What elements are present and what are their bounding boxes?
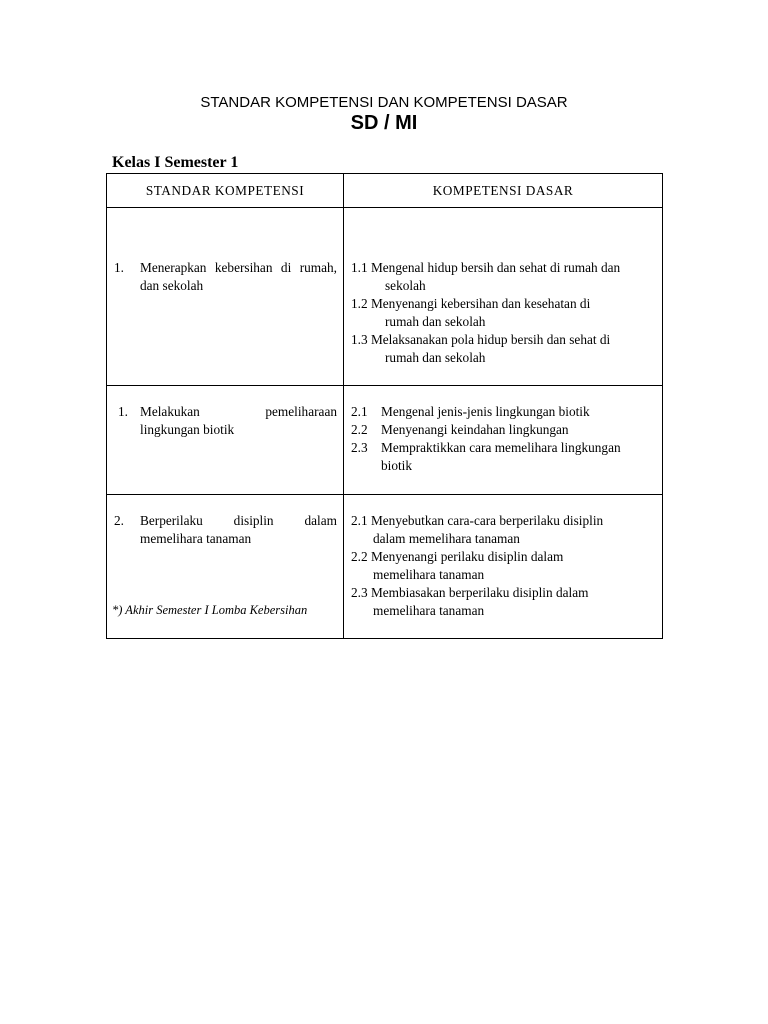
document-title: STANDAR KOMPETENSI DAN KOMPETENSI DASAR xyxy=(200,94,568,111)
standar-text: Melakukan pemeliharaan lingkungan biotik xyxy=(140,404,337,437)
standar-number: 1. xyxy=(118,404,128,419)
table-row xyxy=(107,386,663,495)
column-header-kompetensi: KOMPETENSI DASAR xyxy=(344,174,663,208)
kompetensi-cell xyxy=(344,386,663,495)
kompetensi-item: 1.3 Melaksanakan pola hidup bersih dan sehat di rumah dan sekolah xyxy=(351,332,611,365)
standar-cell xyxy=(107,386,344,495)
footnote: *) Akhir Semester I Lomba Kebersihan xyxy=(112,603,308,617)
standar-cell xyxy=(107,208,344,386)
standar-text: Berperilaku disiplin dalam memelihara tanaman xyxy=(140,513,337,546)
section-heading: Kelas I Semester 1 xyxy=(112,154,239,171)
table-row xyxy=(107,208,663,386)
kompetensi-item: 1.1 Mengenal hidup bersih dan sehat di rumah dan sekolah xyxy=(351,260,621,293)
kompetensi-item: 2.3 Mempraktikkan cara memelihara lingkungan biotik xyxy=(351,440,621,473)
kompetensi-item: 1.2 Menyenangi kebersihan dan kesehatan di rumah dan sekolah xyxy=(351,296,591,329)
kompetensi-item: 2.2 Menyenangi perilaku disiplin dalam memelihara tanaman xyxy=(351,549,564,582)
standar-number: 2. xyxy=(114,513,124,528)
kompetensi-cell xyxy=(344,495,663,639)
kompetensi-item: 2.3 Membiasakan berperilaku disiplin dalam memelihara tanaman xyxy=(351,585,589,618)
standar-number: 1. xyxy=(114,260,124,275)
document-subtitle: SD / MI xyxy=(350,112,418,134)
kompetensi-item: 2.2 Menyenangi keindahan lingkungan xyxy=(351,422,569,437)
competency-table xyxy=(106,173,663,639)
standar-text: Menerapkan kebersihan di rumah, dan sekolah xyxy=(140,260,337,293)
table-header-row xyxy=(107,174,663,208)
kompetensi-cell xyxy=(344,208,663,386)
column-header-standar: STANDAR KOMPETENSI xyxy=(107,174,344,208)
kompetensi-item: 2.1 Mengenal jenis-jenis lingkungan biotik xyxy=(351,404,590,419)
kompetensi-item: 2.1 Menyebutkan cara-cara berperilaku disiplin dalam memelihara tanaman xyxy=(351,513,604,546)
